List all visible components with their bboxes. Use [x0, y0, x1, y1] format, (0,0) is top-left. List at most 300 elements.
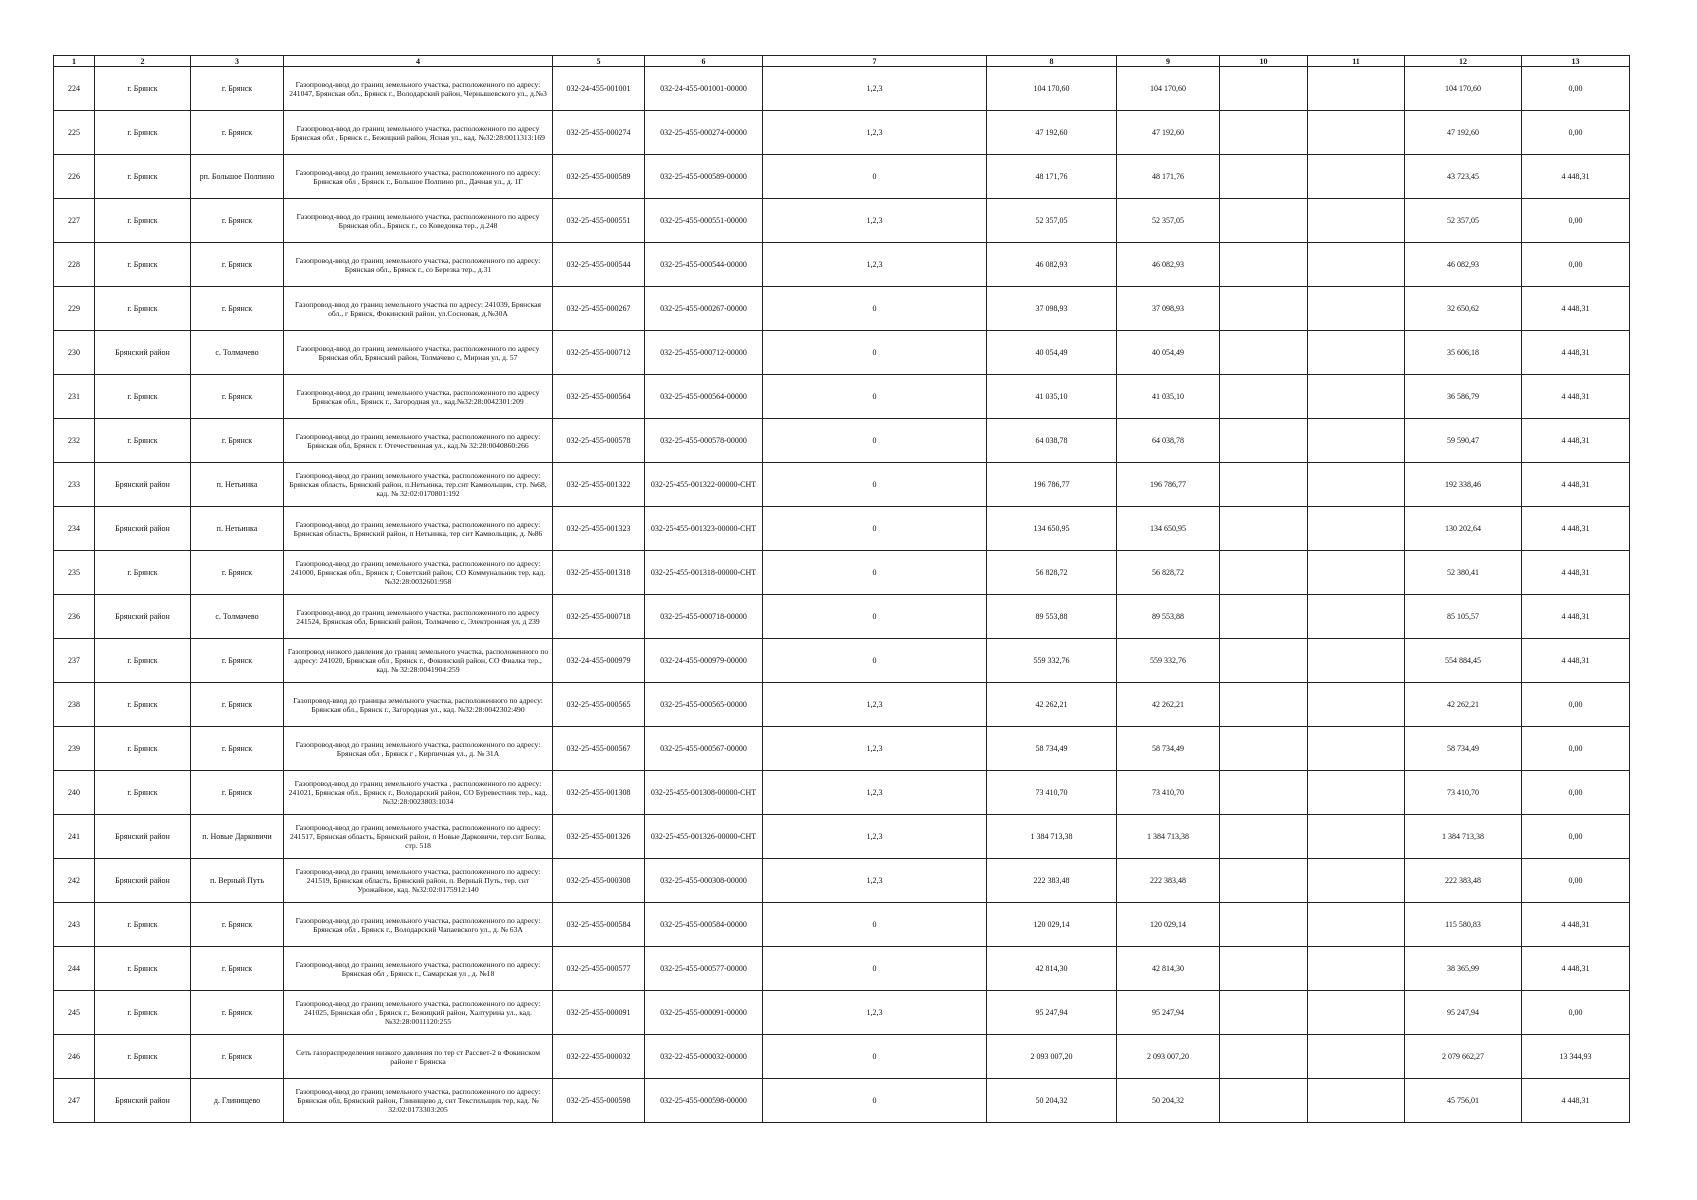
cell-object-code: 032-25-455-001308-00000-СНТ	[645, 771, 763, 815]
cell-col11	[1308, 243, 1405, 287]
cell-cost-total: 104 170,60	[987, 67, 1117, 111]
cell-settlement: г. Брянск	[191, 683, 284, 727]
cell-cost-col13: 4 448,31	[1522, 463, 1630, 507]
cell-cost-col9: 50 204,32	[1117, 1079, 1220, 1123]
column-header: 10	[1220, 56, 1308, 67]
cell-cost-col9: 73 410,70	[1117, 771, 1220, 815]
cell-cost-col9: 52 357,05	[1117, 199, 1220, 243]
cell-cost-total: 89 553,88	[987, 595, 1117, 639]
cell-row-number: 231	[54, 375, 95, 419]
cell-object-code: 032-25-455-000267-00000	[645, 287, 763, 331]
cell-object-code: 032-25-455-000565-00000	[645, 683, 763, 727]
cell-settlement: г. Брянск	[191, 991, 284, 1035]
cell-cost-col13: 0,00	[1522, 815, 1630, 859]
table-row	[54, 287, 1630, 331]
cell-object-description: Газопровод низкого давления до границ земельного участка, расположенного по адресу: 241020, Брянская обл , Брянск г., Фокинский район, СО Фиалка тер., кад. № 32:28:0041904:259	[284, 639, 553, 683]
cell-cost-col12: 192 338,46	[1405, 463, 1522, 507]
cell-settlement: г. Брянск	[191, 419, 284, 463]
cell-col10	[1220, 463, 1308, 507]
cell-cost-col12: 58 734,49	[1405, 727, 1522, 771]
cell-cost-col9: 48 171,76	[1117, 155, 1220, 199]
cell-municipality: г. Брянск	[95, 771, 191, 815]
cell-object-description: Газопровод-ввод до границ земельного участка, расположенного по адресу Брянская обл., Брянск г., со Коведовка тер., д.248	[284, 199, 553, 243]
cell-cost-col12: 59 590,47	[1405, 419, 1522, 463]
cell-object-description: Газопровод-ввод до границ земельного участка, расположенного по адресу: Брянская обл , Брянск г., Володарский Чапаевского ул., д. № 63А	[284, 903, 553, 947]
cell-cost-col13: 4 448,31	[1522, 507, 1630, 551]
cell-cost-col13: 0,00	[1522, 859, 1630, 903]
cell-col10	[1220, 111, 1308, 155]
table-row	[54, 727, 1630, 771]
cell-col10	[1220, 375, 1308, 419]
cell-category: 0	[763, 507, 987, 551]
cell-row-number: 224	[54, 67, 95, 111]
cell-municipality: Брянский район	[95, 1079, 191, 1123]
cell-object-description: Газопровод-ввод до границ земельного участка по адресу: 241039, Брянская обл., г Брянск, Фокинский район, ул.Сосновая, д.№30А	[284, 287, 553, 331]
cell-col11	[1308, 771, 1405, 815]
column-header: 2	[95, 56, 191, 67]
cell-object-code: 032-25-455-000598-00000	[645, 1079, 763, 1123]
cell-inventory-number: 032-25-455-000565	[553, 683, 645, 727]
cell-municipality: г. Брянск	[95, 199, 191, 243]
cell-cost-col12: 52 380,41	[1405, 551, 1522, 595]
cell-cost-col12: 52 357,05	[1405, 199, 1522, 243]
cell-inventory-number: 032-25-455-001323	[553, 507, 645, 551]
column-header: 12	[1405, 56, 1522, 67]
cell-cost-total: 56 828,72	[987, 551, 1117, 595]
objects-table	[53, 55, 1630, 1123]
cell-category: 1,2,3	[763, 771, 987, 815]
cell-row-number: 232	[54, 419, 95, 463]
cell-object-code: 032-25-455-001322-00000-СНТ	[645, 463, 763, 507]
cell-cost-col12: 32 650,62	[1405, 287, 1522, 331]
cell-cost-col13: 4 448,31	[1522, 551, 1630, 595]
cell-object-code: 032-24-455-001001-00000	[645, 67, 763, 111]
cell-row-number: 226	[54, 155, 95, 199]
cell-cost-total: 58 734,49	[987, 727, 1117, 771]
table-row	[54, 991, 1630, 1035]
cell-object-description: Газопровод-ввод до границ земельного участка, расположенного по адресу: Брянская область, Брянский район, п Нетьинка, тер снт Камвольщик, д. №86	[284, 507, 553, 551]
cell-col10	[1220, 683, 1308, 727]
cell-cost-col12: 104 170,60	[1405, 67, 1522, 111]
cell-cost-col12: 38 365,99	[1405, 947, 1522, 991]
cell-cost-total: 50 204,32	[987, 1079, 1117, 1123]
cell-municipality: г. Брянск	[95, 727, 191, 771]
cell-cost-total: 64 038,78	[987, 419, 1117, 463]
cell-cost-col9: 120 029,14	[1117, 903, 1220, 947]
cell-inventory-number: 032-25-455-000598	[553, 1079, 645, 1123]
cell-col11	[1308, 155, 1405, 199]
cell-object-description: Газопровод-ввод до границ земельного участка, расположенного по адресу Брянская обл , Брянск г., Бежицкий район, Ясная ул., кад. №32:28:0011313:169	[284, 111, 553, 155]
cell-municipality: г. Брянск	[95, 903, 191, 947]
cell-inventory-number: 032-25-455-000712	[553, 331, 645, 375]
cell-municipality: г. Брянск	[95, 375, 191, 419]
cell-col11	[1308, 903, 1405, 947]
cell-cost-col13: 0,00	[1522, 991, 1630, 1035]
column-header: 3	[191, 56, 284, 67]
cell-col10	[1220, 287, 1308, 331]
cell-object-description: Газопровод-ввод до границ земельного участка, расположенного по адресу: 241025, Брянская обл , Брянск г., Бежицкий район, Халтурина ул., кад. №32:28:0011120:255	[284, 991, 553, 1035]
cell-cost-col13: 4 448,31	[1522, 1079, 1630, 1123]
cell-category: 0	[763, 1035, 987, 1079]
cell-cost-total: 559 332,76	[987, 639, 1117, 683]
cell-row-number: 229	[54, 287, 95, 331]
cell-cost-col9: 95 247,94	[1117, 991, 1220, 1035]
cell-cost-total: 1 384 713,38	[987, 815, 1117, 859]
cell-col10	[1220, 639, 1308, 683]
cell-settlement: г. Брянск	[191, 287, 284, 331]
cell-settlement: рп. Большое Полпино	[191, 155, 284, 199]
cell-inventory-number: 032-25-455-001318	[553, 551, 645, 595]
cell-col11	[1308, 419, 1405, 463]
cell-object-description: Газопровод-ввод до границ земельного участка, расположенного по адресу: Брянская обл, Брянский район, Глинищево д, снт Текстильщик тер, кад. № 32:02:0173303:205	[284, 1079, 553, 1123]
cell-inventory-number: 032-25-455-000267	[553, 287, 645, 331]
table-row	[54, 551, 1630, 595]
table-row	[54, 507, 1630, 551]
cell-row-number: 227	[54, 199, 95, 243]
cell-object-code: 032-24-455-000979-00000	[645, 639, 763, 683]
table-row	[54, 683, 1630, 727]
column-header: 9	[1117, 56, 1220, 67]
cell-col11	[1308, 551, 1405, 595]
cell-cost-col12: 85 105,57	[1405, 595, 1522, 639]
cell-category: 0	[763, 551, 987, 595]
cell-object-code: 032-25-455-001318-00000-СНТ	[645, 551, 763, 595]
cell-object-description: Газопровод-ввод до границ земельного участка, расположенного по адресу: 241047, Брянская обл., Брянск г., Володарский район, Чернышевского ул., д.№3	[284, 67, 553, 111]
cell-settlement: г. Брянск	[191, 199, 284, 243]
cell-col10	[1220, 727, 1308, 771]
cell-row-number: 237	[54, 639, 95, 683]
cell-cost-col12: 1 384 713,38	[1405, 815, 1522, 859]
cell-settlement: г. Брянск	[191, 771, 284, 815]
cell-cost-col12: 36 586,79	[1405, 375, 1522, 419]
cell-municipality: г. Брянск	[95, 111, 191, 155]
cell-col10	[1220, 947, 1308, 991]
cell-settlement: г. Брянск	[191, 947, 284, 991]
cell-inventory-number: 032-24-455-000979	[553, 639, 645, 683]
cell-inventory-number: 032-25-455-000584	[553, 903, 645, 947]
cell-row-number: 245	[54, 991, 95, 1035]
cell-col10	[1220, 419, 1308, 463]
cell-cost-col13: 4 448,31	[1522, 947, 1630, 991]
cell-settlement: п. Новые Дарковичи	[191, 815, 284, 859]
cell-category: 1,2,3	[763, 991, 987, 1035]
table-row	[54, 815, 1630, 859]
cell-cost-col12: 222 383,48	[1405, 859, 1522, 903]
cell-object-description: Газопровод-ввод до границ земельного участка, расположенного по адресу: 241519, Брянская область, Брянский район, п. Верный Путь, тер. снт Урожайное, кад. №32:02:0175912:140	[284, 859, 553, 903]
cell-col10	[1220, 595, 1308, 639]
cell-cost-col12: 2 079 662,27	[1405, 1035, 1522, 1079]
cell-cost-col12: 95 247,94	[1405, 991, 1522, 1035]
cell-settlement: г. Брянск	[191, 67, 284, 111]
cell-cost-col9: 222 383,48	[1117, 859, 1220, 903]
cell-settlement: г. Брянск	[191, 903, 284, 947]
cell-municipality: г. Брянск	[95, 991, 191, 1035]
table-row	[54, 1035, 1630, 1079]
cell-col11	[1308, 991, 1405, 1035]
cell-category: 1,2,3	[763, 111, 987, 155]
cell-row-number: 244	[54, 947, 95, 991]
cell-inventory-number: 032-25-455-001322	[553, 463, 645, 507]
cell-settlement: г. Брянск	[191, 639, 284, 683]
cell-inventory-number: 032-25-455-000589	[553, 155, 645, 199]
cell-cost-total: 48 171,76	[987, 155, 1117, 199]
cell-category: 0	[763, 639, 987, 683]
cell-cost-total: 47 192,60	[987, 111, 1117, 155]
table-row	[54, 463, 1630, 507]
table-row	[54, 375, 1630, 419]
cell-cost-col12: 35 606,18	[1405, 331, 1522, 375]
cell-category: 1,2,3	[763, 199, 987, 243]
column-header: 6	[645, 56, 763, 67]
cell-municipality: г. Брянск	[95, 551, 191, 595]
cell-col10	[1220, 815, 1308, 859]
table-row	[54, 1079, 1630, 1123]
cell-category: 0	[763, 903, 987, 947]
cell-object-code: 032-25-455-000544-00000	[645, 243, 763, 287]
cell-object-code: 032-25-455-000564-00000	[645, 375, 763, 419]
cell-col11	[1308, 67, 1405, 111]
cell-category: 1,2,3	[763, 815, 987, 859]
cell-cost-col9: 42 262,21	[1117, 683, 1220, 727]
cell-col11	[1308, 595, 1405, 639]
cell-object-code: 032-22-455-000032-00000	[645, 1035, 763, 1079]
cell-municipality: г. Брянск	[95, 683, 191, 727]
cell-object-code: 032-25-455-001326-00000-СНТ	[645, 815, 763, 859]
cell-cost-col9: 47 192,60	[1117, 111, 1220, 155]
cell-object-code: 032-25-455-000578-00000	[645, 419, 763, 463]
cell-col10	[1220, 991, 1308, 1035]
cell-cost-col9: 196 786,77	[1117, 463, 1220, 507]
cell-col11	[1308, 375, 1405, 419]
cell-inventory-number: 032-25-455-000551	[553, 199, 645, 243]
cell-col11	[1308, 199, 1405, 243]
column-header: 4	[284, 56, 553, 67]
cell-col10	[1220, 331, 1308, 375]
cell-cost-col13: 4 448,31	[1522, 287, 1630, 331]
cell-col11	[1308, 639, 1405, 683]
cell-cost-col12: 115 580,83	[1405, 903, 1522, 947]
cell-cost-col13: 0,00	[1522, 67, 1630, 111]
cell-settlement: с. Толмачево	[191, 331, 284, 375]
table-row	[54, 771, 1630, 815]
cell-object-code: 032-25-455-000274-00000	[645, 111, 763, 155]
cell-cost-total: 120 029,14	[987, 903, 1117, 947]
cell-settlement: с. Толмачево	[191, 595, 284, 639]
table-row	[54, 859, 1630, 903]
cell-cost-col9: 559 332,76	[1117, 639, 1220, 683]
cell-cost-col9: 46 082,93	[1117, 243, 1220, 287]
cell-cost-total: 42 262,21	[987, 683, 1117, 727]
cell-object-code: 032-25-455-000589-00000	[645, 155, 763, 199]
table-row	[54, 947, 1630, 991]
cell-cost-col12: 73 410,70	[1405, 771, 1522, 815]
cell-municipality: Брянский район	[95, 463, 191, 507]
cell-cost-col12: 554 884,45	[1405, 639, 1522, 683]
column-header: 5	[553, 56, 645, 67]
cell-object-code: 032-25-455-000551-00000	[645, 199, 763, 243]
cell-inventory-number: 032-25-455-000091	[553, 991, 645, 1035]
cell-cost-col13: 0,00	[1522, 243, 1630, 287]
cell-object-description: Газопровод-ввод до границ земельного участка , расположенного по адресу: 241021, Брянская обл., Брянск г., Володарский район, СО Буревестник тер., кад. №32:28:0023803:1034	[284, 771, 553, 815]
cell-col10	[1220, 903, 1308, 947]
cell-municipality: Брянский район	[95, 507, 191, 551]
cell-category: 0	[763, 375, 987, 419]
cell-cost-total: 42 814,30	[987, 947, 1117, 991]
cell-cost-col9: 41 035,10	[1117, 375, 1220, 419]
cell-category: 0	[763, 287, 987, 331]
cell-municipality: г. Брянск	[95, 243, 191, 287]
cell-col10	[1220, 771, 1308, 815]
cell-object-description: Газопровод-ввод до границ земельного участка, расположенного по адресу: Брянская обл, Брянск г. Отечественная ул., кад.№ 32:28:0040860:266	[284, 419, 553, 463]
cell-object-description: Газопровод-ввод до границы земельного участка, расположенного по адресу: Брянская обл., Брянск г., Загородная ул., кад. №32:28:0042302:490	[284, 683, 553, 727]
cell-inventory-number: 032-25-455-000564	[553, 375, 645, 419]
cell-object-description: Газопровод-ввод до границ земельного участка, расположенного по адресу Брянская обл., Брянск г., Загородная ул., кад.№32:28:0042301:209	[284, 375, 553, 419]
cell-inventory-number: 032-22-455-000032	[553, 1035, 645, 1079]
cell-category: 1,2,3	[763, 683, 987, 727]
cell-object-description: Газопровод-ввод до границ земельного участка, расположенного по адресу: Брянская обл , Брянск г , Кирпичная ул., д. № 31А	[284, 727, 553, 771]
cell-cost-col9: 64 038,78	[1117, 419, 1220, 463]
column-header: 11	[1308, 56, 1405, 67]
cell-object-description: Газопровод-ввод до границ земельного участка, расположенного по адресу: Брянская обл , Брянск г., Большое Полпино рп., Дачная ул., д. 1Г	[284, 155, 553, 199]
cell-cost-total: 37 098,93	[987, 287, 1117, 331]
cell-cost-col12: 47 192,60	[1405, 111, 1522, 155]
cell-category: 1,2,3	[763, 67, 987, 111]
cell-col11	[1308, 287, 1405, 331]
cell-cost-col9: 2 093 007,20	[1117, 1035, 1220, 1079]
table-row	[54, 67, 1630, 111]
cell-settlement: г. Брянск	[191, 1035, 284, 1079]
cell-settlement: п. Нетьинка	[191, 463, 284, 507]
cell-cost-col13: 0,00	[1522, 771, 1630, 815]
cell-cost-col13: 4 448,31	[1522, 155, 1630, 199]
cell-row-number: 240	[54, 771, 95, 815]
cell-cost-col13: 4 448,31	[1522, 639, 1630, 683]
cell-object-description: Газопровод-ввод до границ земельного участка, расположенного по адресу 241524, Брянская обл, Брянский район, Толмачево с, Электронная ул, д 239	[284, 595, 553, 639]
cell-cost-col9: 89 553,88	[1117, 595, 1220, 639]
cell-row-number: 246	[54, 1035, 95, 1079]
cell-cost-col13: 4 448,31	[1522, 903, 1630, 947]
cell-row-number: 238	[54, 683, 95, 727]
cell-inventory-number: 032-25-455-000577	[553, 947, 645, 991]
cell-object-code: 032-25-455-001323-00000-СНТ	[645, 507, 763, 551]
table-row	[54, 639, 1630, 683]
header-row	[54, 56, 1630, 67]
cell-object-description: Газопровод-ввод до границ земельного участка, расположенного по адресу: Брянская обл , Брянск г., Самарская ул , д. №18	[284, 947, 553, 991]
cell-municipality: г. Брянск	[95, 419, 191, 463]
table-row	[54, 419, 1630, 463]
cell-municipality: Брянский район	[95, 595, 191, 639]
cell-object-code: 032-25-455-000308-00000	[645, 859, 763, 903]
cell-row-number: 243	[54, 903, 95, 947]
cell-municipality: Брянский район	[95, 859, 191, 903]
cell-category: 0	[763, 463, 987, 507]
cell-category: 0	[763, 947, 987, 991]
cell-inventory-number: 032-25-455-000544	[553, 243, 645, 287]
cell-col11	[1308, 463, 1405, 507]
cell-object-description: Газопровод-ввод до границ земельного участка, расположенного по адресу: 241517, Брянская область, Брянский район, п Новые Дарковичи, тер.снт Болва, стр. 518	[284, 815, 553, 859]
cell-inventory-number: 032-25-455-000567	[553, 727, 645, 771]
cell-inventory-number: 032-25-455-001308	[553, 771, 645, 815]
cell-row-number: 241	[54, 815, 95, 859]
cell-cost-col9: 1 384 713,38	[1117, 815, 1220, 859]
cell-col10	[1220, 1035, 1308, 1079]
cell-settlement: г. Брянск	[191, 375, 284, 419]
cell-cost-total: 134 650,95	[987, 507, 1117, 551]
cell-col11	[1308, 859, 1405, 903]
table-row	[54, 331, 1630, 375]
cell-object-description: Газопровод-ввод до границ земельного участка, расположенного по адресу: Брянская обл., Брянск г., со Березка тер., д.31	[284, 243, 553, 287]
cell-cost-col9: 42 814,30	[1117, 947, 1220, 991]
cell-inventory-number: 032-25-455-000578	[553, 419, 645, 463]
cell-col10	[1220, 859, 1308, 903]
cell-cost-total: 41 035,10	[987, 375, 1117, 419]
cell-cost-col13: 4 448,31	[1522, 419, 1630, 463]
cell-cost-col12: 130 202,64	[1405, 507, 1522, 551]
cell-object-description: Сеть газораспределения низкого давления по тер ст Рассвет-2 в Фокинском районе г Брянска	[284, 1035, 553, 1079]
cell-row-number: 247	[54, 1079, 95, 1123]
cell-category: 0	[763, 331, 987, 375]
cell-cost-col12: 42 262,21	[1405, 683, 1522, 727]
cell-col10	[1220, 243, 1308, 287]
cell-municipality: г. Брянск	[95, 947, 191, 991]
cell-col11	[1308, 111, 1405, 155]
cell-category: 0	[763, 1079, 987, 1123]
cell-cost-total: 40 054,49	[987, 331, 1117, 375]
cell-settlement: г. Брянск	[191, 243, 284, 287]
cell-cost-total: 52 357,05	[987, 199, 1117, 243]
cell-municipality: Брянский район	[95, 331, 191, 375]
cell-settlement: д. Глинищево	[191, 1079, 284, 1123]
cell-object-code: 032-25-455-000712-00000	[645, 331, 763, 375]
table-row	[54, 111, 1630, 155]
cell-cost-col9: 40 054,49	[1117, 331, 1220, 375]
cell-cost-col13: 0,00	[1522, 727, 1630, 771]
cell-col11	[1308, 683, 1405, 727]
table-row	[54, 903, 1630, 947]
cell-cost-col12: 46 082,93	[1405, 243, 1522, 287]
cell-cost-total: 2 093 007,20	[987, 1035, 1117, 1079]
cell-settlement: п. Нетьинка	[191, 507, 284, 551]
cell-municipality: г. Брянск	[95, 67, 191, 111]
cell-cost-total: 95 247,94	[987, 991, 1117, 1035]
cell-row-number: 230	[54, 331, 95, 375]
cell-settlement: п. Верный Путь	[191, 859, 284, 903]
cell-municipality: Брянский район	[95, 815, 191, 859]
table-row	[54, 155, 1630, 199]
cell-row-number: 242	[54, 859, 95, 903]
cell-object-code: 032-25-455-000718-00000	[645, 595, 763, 639]
cell-inventory-number: 032-25-455-000718	[553, 595, 645, 639]
cell-col11	[1308, 727, 1405, 771]
cell-settlement: г. Брянск	[191, 111, 284, 155]
cell-col11	[1308, 1035, 1405, 1079]
cell-municipality: г. Брянск	[95, 155, 191, 199]
cell-row-number: 233	[54, 463, 95, 507]
cell-col11	[1308, 815, 1405, 859]
cell-category: 1,2,3	[763, 727, 987, 771]
cell-object-description: Газопровод-ввод до границ земельного участка, расположенного по адресу: Брянская область, Брянский район, п.Нетьинка, тер.снт Камвольщик, стр. №68, кад. № 32:02:0170801:192	[284, 463, 553, 507]
table-row	[54, 199, 1630, 243]
cell-settlement: г. Брянск	[191, 551, 284, 595]
cell-municipality: г. Брянск	[95, 1035, 191, 1079]
cell-object-code: 032-25-455-000567-00000	[645, 727, 763, 771]
cell-municipality: г. Брянск	[95, 639, 191, 683]
cell-category: 1,2,3	[763, 243, 987, 287]
cell-cost-col13: 0,00	[1522, 111, 1630, 155]
cell-cost-col9: 134 650,95	[1117, 507, 1220, 551]
cell-cost-total: 196 786,77	[987, 463, 1117, 507]
cell-row-number: 239	[54, 727, 95, 771]
